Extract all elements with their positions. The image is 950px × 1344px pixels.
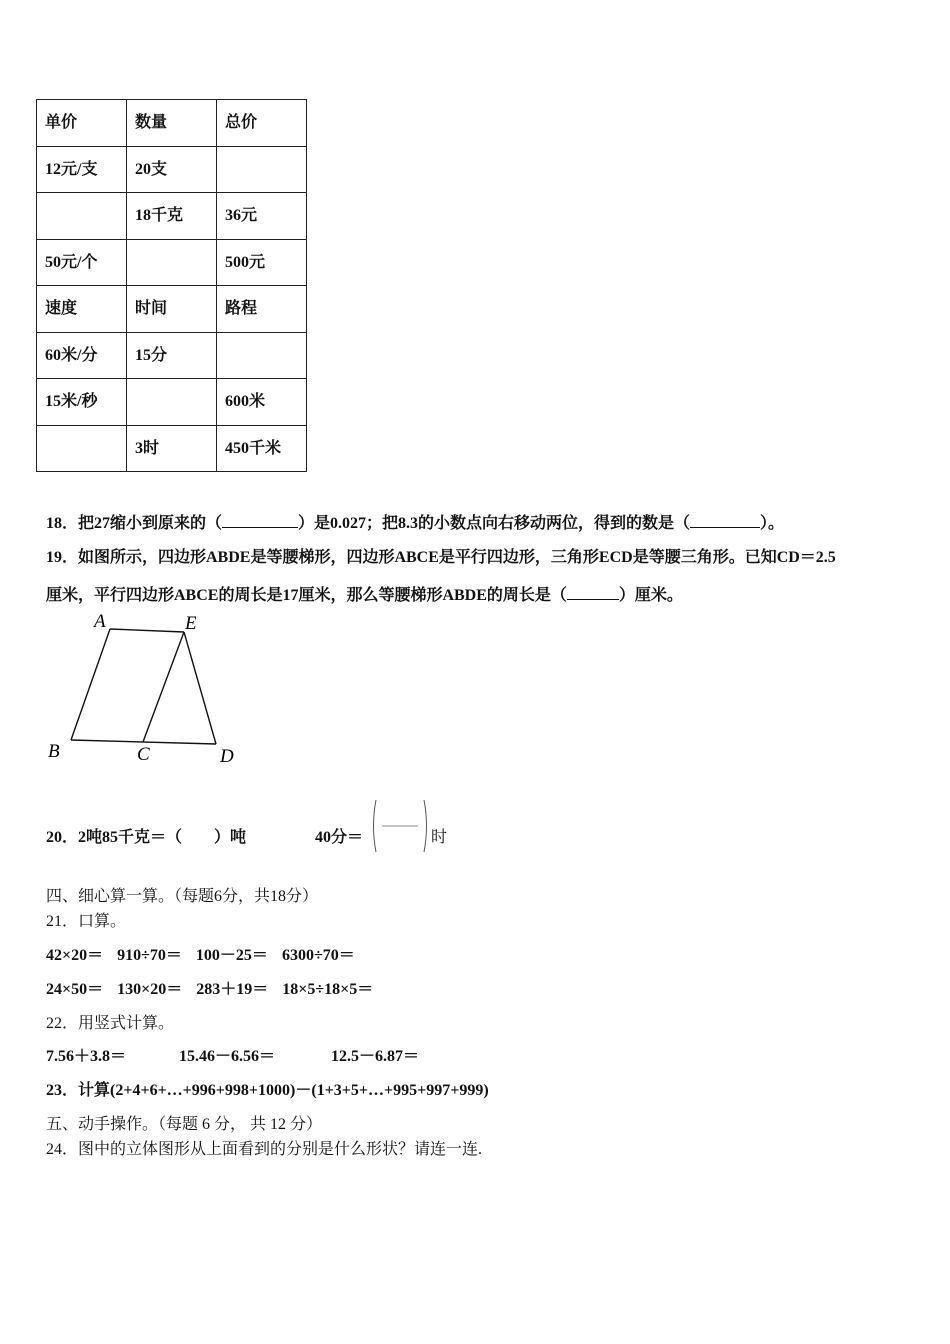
table-row <box>37 379 307 426</box>
table-cell: 路程 <box>217 286 307 333</box>
question-19-line2 <box>46 582 683 605</box>
q21-item: 6300÷70＝ <box>281 947 355 964</box>
table-cell[interactable] <box>127 239 217 286</box>
q21-item: 100－25＝ <box>195 947 268 964</box>
table-row <box>37 425 307 472</box>
table-cell: 20支 <box>127 146 217 193</box>
question-24: 24．图中的立体图形从上面看到的分别是什么形状？请连一连. <box>46 1141 483 1158</box>
table-cell: 速度 <box>37 286 127 333</box>
table-cell: 数量 <box>127 100 217 147</box>
table-row <box>37 286 307 333</box>
q21-item: 283＋19＝ <box>196 981 269 998</box>
table-cell[interactable] <box>37 193 127 240</box>
table-cell: 36元 <box>217 193 307 240</box>
table-cell: 18千克 <box>127 193 217 240</box>
table-cell: 500元 <box>217 239 307 286</box>
label-c: C <box>137 744 150 765</box>
trapezoid-figure <box>40 605 260 770</box>
question-19-line1: 19．如图所示，四边形ABDE是等腰梯形，四边形ABCE是平行四边形，三角形ECD是等腰三角形。已知CD＝2.5 <box>46 549 836 566</box>
table-cell: 15分 <box>127 332 217 379</box>
table-cell: 总价 <box>217 100 307 147</box>
question-20-part2: 40分＝ <box>315 829 364 846</box>
q21-row-2 <box>46 976 373 999</box>
right-paren-icon <box>424 800 427 852</box>
edge-ec <box>143 632 184 742</box>
edge-ae <box>110 629 184 632</box>
q21-item: 42×20＝ <box>46 947 104 964</box>
question-22-title: 22．用竖式计算。 <box>46 1015 175 1032</box>
table-row <box>37 332 307 379</box>
left-paren-icon <box>374 800 377 852</box>
q21-row-1 <box>46 942 355 965</box>
table-cell[interactable] <box>37 425 127 472</box>
label-b: B <box>48 741 60 762</box>
table-row <box>37 239 307 286</box>
table-cell: 时间 <box>127 286 217 333</box>
section-5-title: 五、动手操作。（每题 6 分， 共 12 分） <box>46 1116 323 1133</box>
question-20-part1: 20．2吨85千克＝（ ）吨 <box>46 829 247 846</box>
table-cell: 12元/支 <box>37 146 127 193</box>
q21-item: 24×50＝ <box>46 981 104 998</box>
label-e: E <box>185 613 197 634</box>
edge-ed <box>184 632 216 744</box>
q19-blank[interactable] <box>567 587 619 600</box>
fraction-blank[interactable] <box>370 798 430 854</box>
label-d: D <box>220 746 234 767</box>
edge-ab <box>71 629 110 740</box>
q22-item-2: 15.46－6.56＝ <box>179 1048 276 1065</box>
table-cell: 50元/个 <box>37 239 127 286</box>
question-21-title: 21．口算。 <box>46 913 127 930</box>
q18-blank-1[interactable] <box>222 515 298 528</box>
table-cell: 600米 <box>217 379 307 426</box>
table-cell[interactable] <box>127 379 217 426</box>
table-cell: 450千米 <box>217 425 307 472</box>
q18-text-b: ）是0.027；把8.3的小数点向右移动两位，得到的数是（ <box>298 515 691 532</box>
table-cell: 3时 <box>127 425 217 472</box>
table-cell[interactable] <box>217 332 307 379</box>
table-cell[interactable] <box>217 146 307 193</box>
q22-item-3: 12.5－6.87＝ <box>331 1048 420 1065</box>
question-20-unit: 时 <box>431 829 448 846</box>
table-cell: 单价 <box>37 100 127 147</box>
table-row <box>37 146 307 193</box>
table-cell: 60米/分 <box>37 332 127 379</box>
table-row <box>37 193 307 240</box>
section-4-title: 四、细心算一算。（每题6分，共18分） <box>46 888 319 905</box>
label-a: A <box>94 611 106 632</box>
question-23: 23．计算(2+4+6+…+996+998+1000)－(1+3+5+…+995+997+999) <box>46 1082 489 1099</box>
q18-text-c: ）。 <box>760 515 785 532</box>
q21-item: 130×20＝ <box>117 981 183 998</box>
q18-text-a: 18．把27缩小到原来的（ <box>46 515 223 532</box>
q19-text-b: ）厘米。 <box>618 587 683 604</box>
q22-item-1: 7.56＋3.8＝ <box>46 1048 127 1065</box>
table-cell: 15米/秒 <box>37 379 127 426</box>
q19-text-a: 厘米，平行四边形ABCE的周长是17厘米，那么等腰梯形ABDE的周长是（ <box>46 587 567 604</box>
q18-blank-2[interactable] <box>690 515 760 528</box>
q21-item: 910÷70＝ <box>117 947 182 964</box>
q21-item: 18×5÷18×5＝ <box>282 981 374 998</box>
table-row <box>37 100 307 147</box>
price-speed-table <box>36 99 307 472</box>
question-18 <box>46 510 784 533</box>
